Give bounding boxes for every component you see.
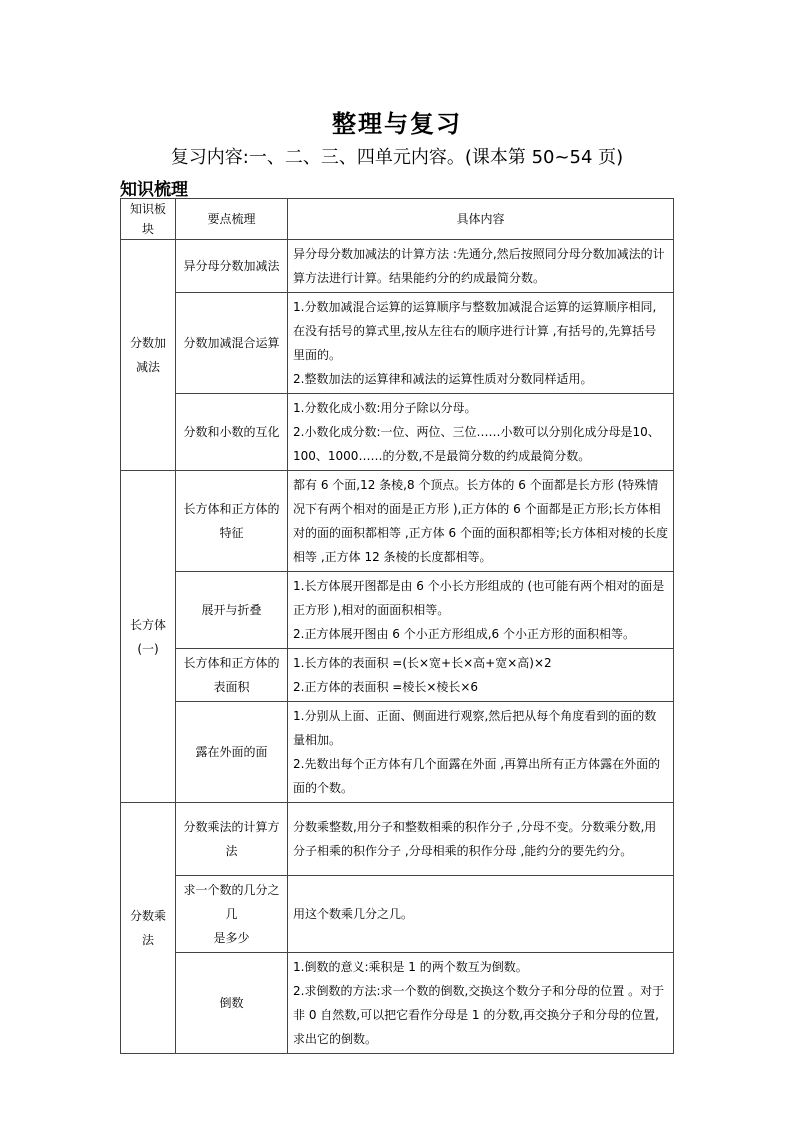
content-line: 1.分别从上面、正面、侧面进行观察,然后把从每个角度看到的面的数量相加。 — [293, 709, 657, 747]
table-row — [121, 953, 674, 1054]
content-cell — [288, 953, 674, 1054]
content-line: 用这个数乘几分之几。 — [293, 907, 414, 921]
content-cell — [288, 394, 674, 471]
table-row — [121, 876, 674, 953]
point-cell: 分数加减混合运算 — [176, 293, 288, 394]
table-row — [121, 702, 674, 803]
section-heading: 知识梳理 — [120, 180, 188, 200]
point-cell: 长方体和正方体的表面积 — [176, 649, 288, 702]
content-line: 异分母分数加减法的计算方法 :先通分,然后按照同分母分数加减法的计算方法进行计算。结果能约分的约成最简分数。 — [293, 247, 665, 285]
table-row — [121, 394, 674, 471]
content-cell — [288, 572, 674, 649]
category-cell: 长方体(一) — [121, 471, 176, 803]
content-line: 1.长方体的表面积 =(长×宽+长×高+宽×高)×2 — [293, 656, 552, 670]
point-cell: 露在外面的面 — [176, 702, 288, 803]
point-cell: 分数和小数的互化 — [176, 394, 288, 471]
point-cell: 求一个数的几分之几 是多少 — [176, 876, 288, 953]
content-line: 2.正方体的表面积 =棱长×棱长×6 — [293, 680, 479, 694]
content-line: 2.整数加法的运算律和减法的运算性质对分数同样适用。 — [293, 372, 593, 386]
content-line: 2.正方体展开图由 6 个小正方形组成,6 个小正方形的面积相等。 — [293, 627, 635, 641]
table-row — [121, 471, 674, 572]
content-cell — [288, 293, 674, 394]
point-cell: 异分母分数加减法 — [176, 240, 288, 293]
content-line: 1.倒数的意义:乘积是 1 的两个数互为倒数。 — [293, 960, 528, 974]
table-header-row — [121, 199, 674, 240]
content-cell — [288, 649, 674, 702]
content-cell — [288, 702, 674, 803]
content-line: 2.求倒数的方法:求一个数的倒数,交换这个数分子和分母的位置 。对于非 0 自然数,可以把它看作分母是 1 的分数,再交换分子和分母的位置,求出它的倒数。 — [293, 984, 665, 1046]
category-cell: 分数加减法 — [121, 240, 176, 471]
content-cell — [288, 240, 674, 293]
content-line: 2.小数化成分数:一位、两位、三位……小数可以分别化成分母是10、100、1000……的分数,不是最简分数的约成最简分数。 — [293, 425, 660, 463]
table-row — [121, 240, 674, 293]
table-row — [121, 803, 674, 876]
header-cell: 具体内容 — [288, 199, 674, 240]
header-cell: 知识板块 — [121, 199, 176, 240]
content-cell — [288, 803, 674, 876]
header-cell: 要点梳理 — [176, 199, 288, 240]
page-subtitle: 复习内容:一、二、三、四单元内容。(课本第 50~54 页) — [170, 147, 624, 168]
table-row — [121, 649, 674, 702]
point-cell: 长方体和正方体的特征 — [176, 471, 288, 572]
page-title: 整理与复习 — [332, 110, 462, 138]
category-cell: 分数乘法 — [121, 803, 176, 1054]
table-row — [121, 293, 674, 394]
content-line: 1.分数化成小数:用分子除以分母。 — [293, 401, 477, 415]
point-cell: 倒数 — [176, 953, 288, 1054]
point-cell: 展开与折叠 — [176, 572, 288, 649]
content-line: 分数乘整数,用分子和整数相乘的积作分子 ,分母不变。分数乘分数,用分子相乘的积作分子 ,分母相乘的积作分母 ,能约分的要先约分。 — [293, 820, 657, 858]
content-line: 1.分数加减混合运算的运算顺序与整数加减混合运算的运算顺序相同,在没有括号的算式里,按从左往右的顺序进行计算 ,有括号的,先算括号里面的。 — [293, 300, 657, 362]
content-line: 1.长方体展开图都是由 6 个小长方形组成的 (也可能有两个相对的面是正方形 ),相对的面面积相等。 — [293, 579, 665, 617]
point-cell: 分数乘法的计算方法 — [176, 803, 288, 876]
content-line: 都有 6 个面,12 条棱,8 个顶点。长方体的 6 个面都是长方形 (特殊情况下有两个相对的面是正方形 ),正方体的 6 个面都是正方形;长方体相对的面的面积都相等 ,正方体 6 个面的面积都相等;长方体相对棱的长度相等 ,正方体 12 条棱的长度都相等。 — [293, 478, 668, 564]
knowledge-table — [120, 198, 674, 1054]
content-cell — [288, 876, 674, 953]
content-line: 2.先数出每个正方体有几个面露在外面 ,再算出所有正方体露在外面的面的个数。 — [293, 757, 661, 795]
content-cell — [288, 471, 674, 572]
table-row — [121, 572, 674, 649]
